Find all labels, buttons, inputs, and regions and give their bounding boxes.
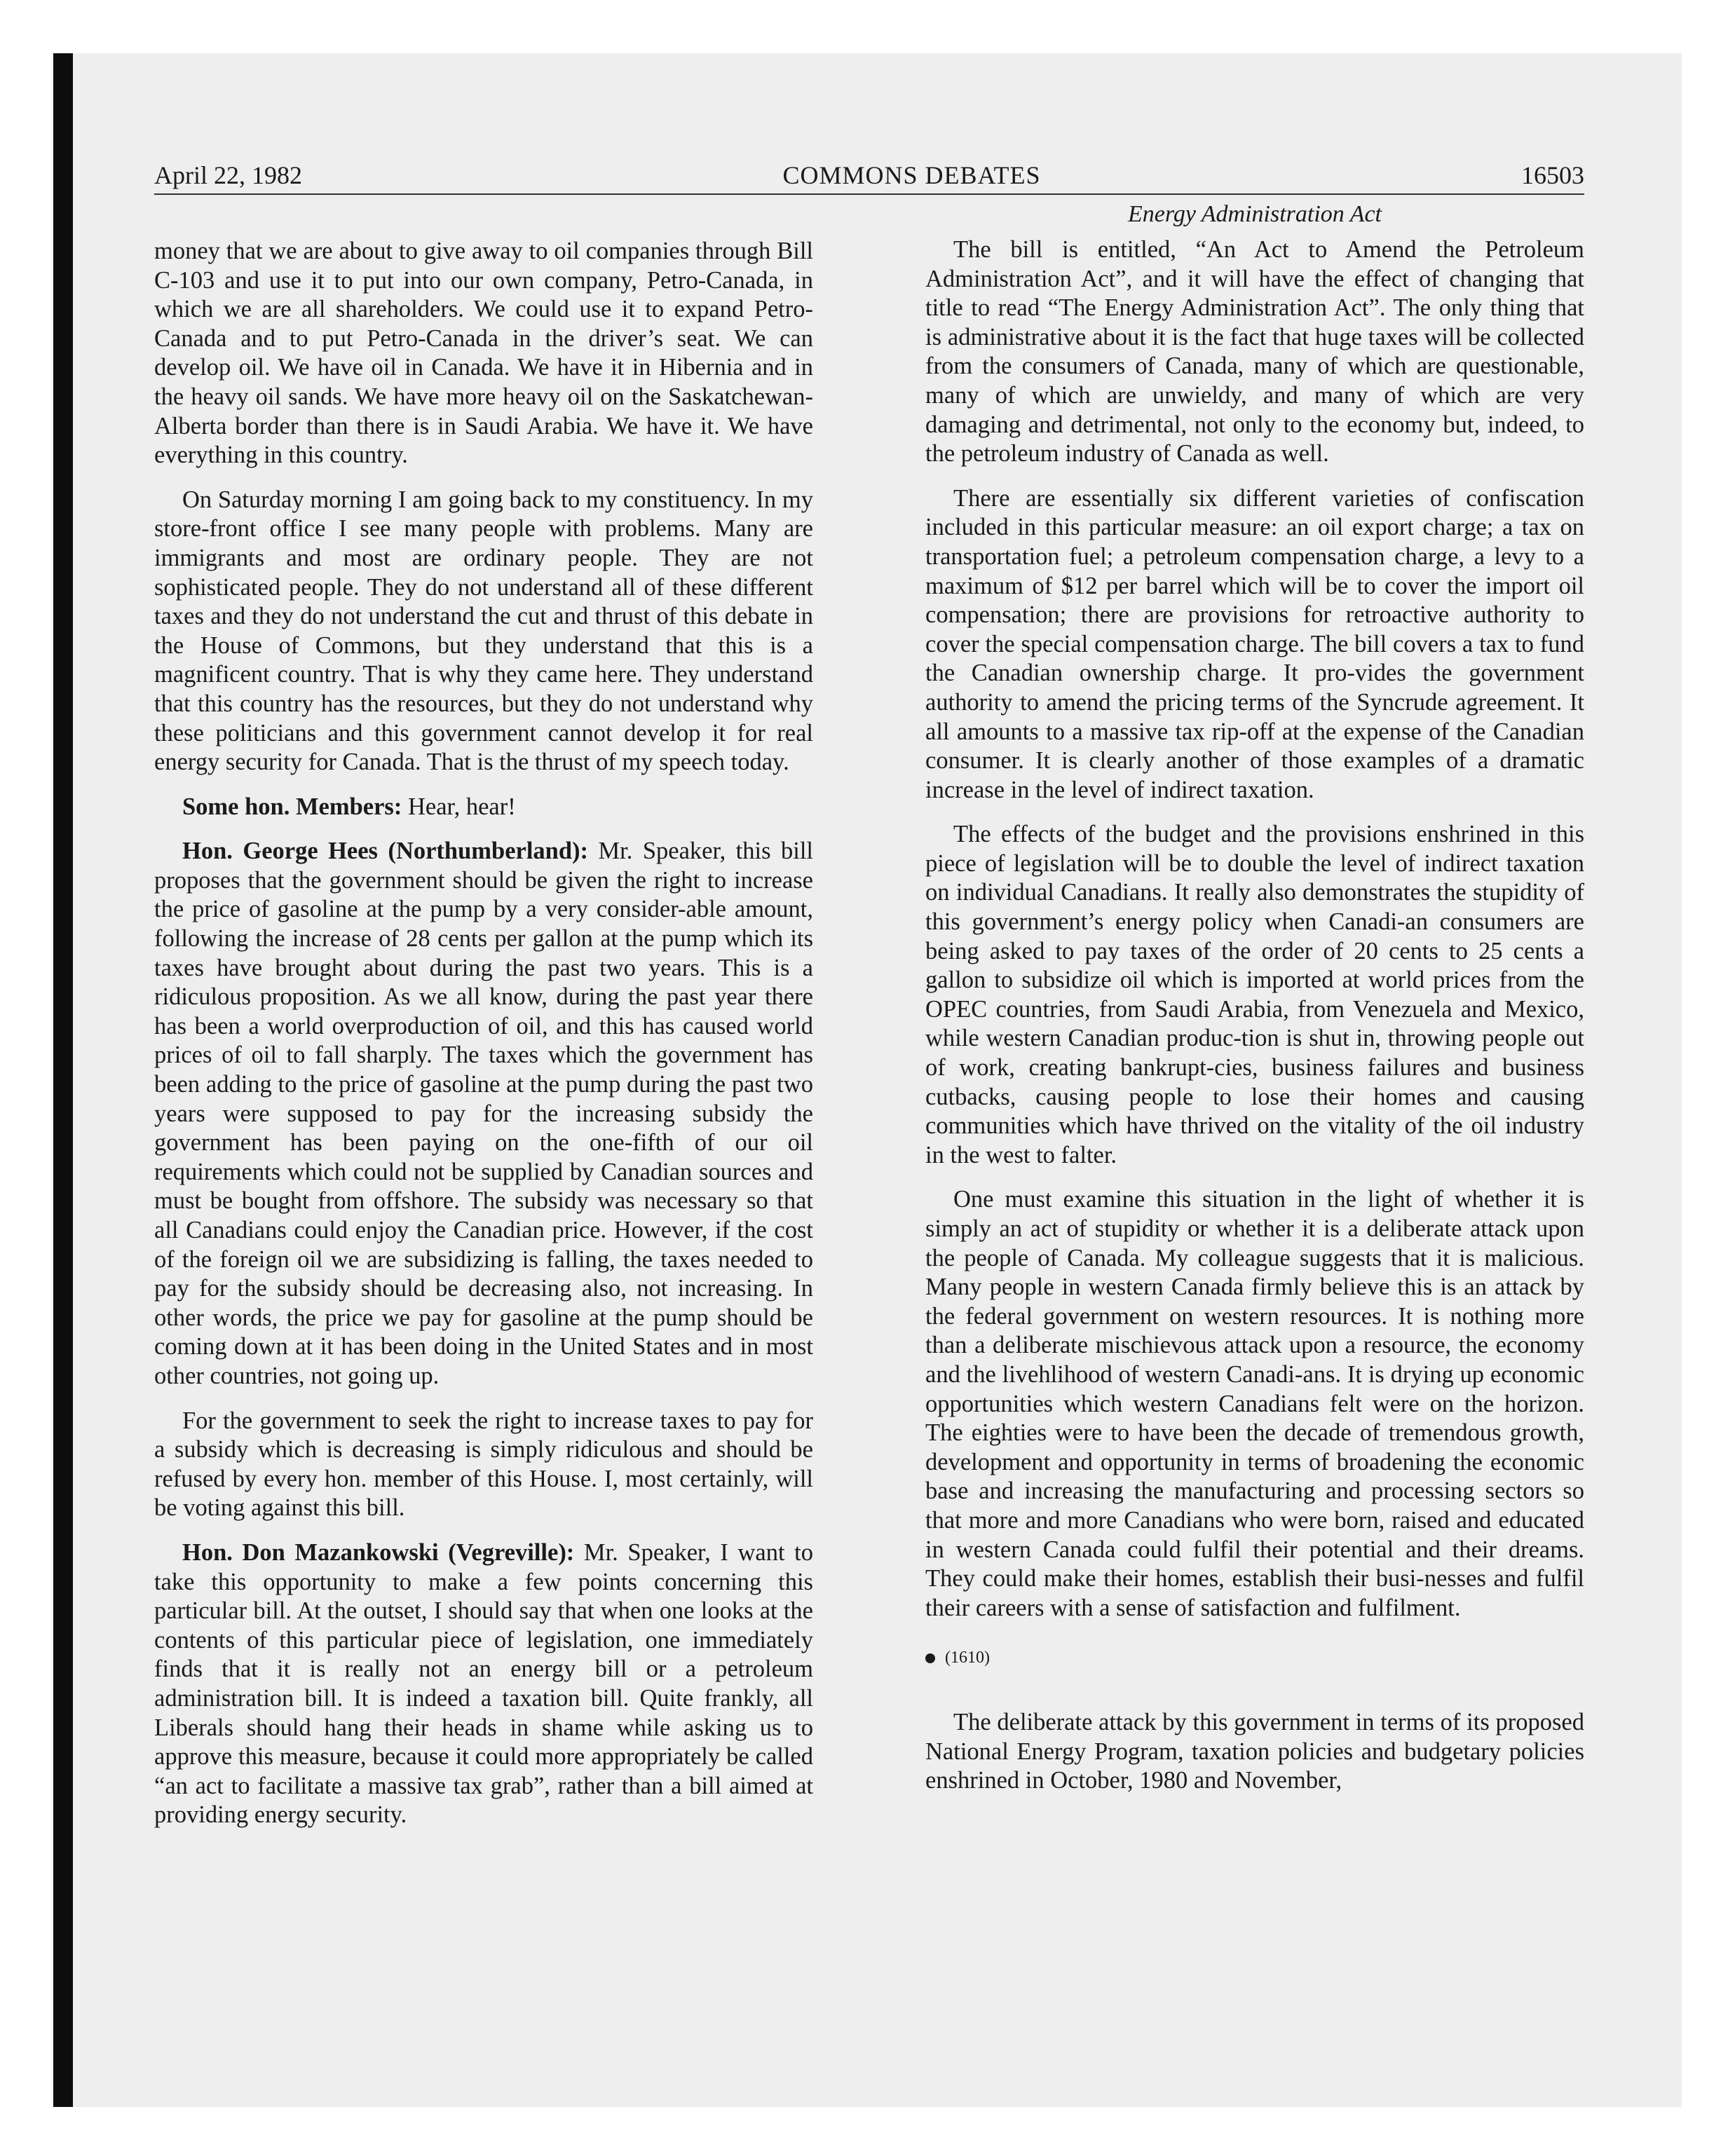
paragraph: The deliberate attack by this government in terms of its proposed National Energy Program, taxation policies and budgetary policies enshrined in October, 1980 and November, xyxy=(925,1708,1584,1794)
paragraph: The bill is entitled, “An Act to Amend the Petroleum Administration Act”, and it will have the effect of changing that title to read “The Energy Administration Act”. The only thing that is administrative about it is the fact that huge taxes will be collected from the consumers of Canada, many of which are questionable, many of which are unwieldy, and many of which are very damaging and detrimental, not only to the economy but, indeed, to the petroleum industry of Canada as well. xyxy=(925,236,1584,468)
speech-text: Mr. Speaker, this bill proposes that the government should be given the right to increase the price of gasoline at the pump by a very consider-able amount, following the increase of 28 cents per gallon at the pump which its taxes have brought about during the past two years. This is a ridiculous proposition. As we all know, during the past year there has been a world overproduction of oil, and this has caused world prices of oil to fall sharply. The taxes which the government has been adding to the price of gasoline at the pump during the past two years were supposed to pay for the increasing subsidy the government has been paying on the one-fifth of our oil requirements which could not be supplied by Canadian sources and must be bought from offshore. The subsidy was necessary so that all Canadians could enjoy the Canadian price. However, if the cost of the foreign oil we are subsidizing is falling, the taxes needed to pay for the subsidy should be decreasing also, not increasing. In other words, the price we pay for gasoline at the pump should be coming down at it has been doing in the United States and in most other countries, not going up. xyxy=(154,838,813,1389)
paragraph: One must examine this situation in the light of whether it is simply an act of stupidity or whether it is a deliberate attack upon the people of Canada. My colleague suggests that it is malicious. Many people in western Canada firmly believe this is an attack by the federal government on western resources. It is nothing more than a deliberate mischievous attack upon a resource, the economy and the livehlihood of western Canadi-ans. It is drying up economic opportunities which western Canadians felt were on the horizon. The eighties were to have been the decade of tremendous growth, development and opportunity in terms of broadening the economic base and increasing the manufacturing and processing sectors so that more and more Canadians who were born, raised and educated in western Canada could fulfil their potential and their dreams. They could make their homes, establish their busi-nesses and fulfil their careers with a sense of satisfaction and fulfilment. xyxy=(925,1186,1584,1621)
paragraph: money that we are about to give away to oil companies through Bill C-103 and use it to put into our own company, Petro-Canada, in which we are all shareholders. We could use it to expand Petro-Canada and to put Petro-Canada in the driver’s seat. We can develop oil. We have oil in Canada. We have it in Hibernia and in the heavy oil sands. We have more heavy oil on the Saskatchewan-Alberta border than there is in Saudi Arabia. We have it. We have everything in this country. xyxy=(154,238,813,469)
bullet-icon xyxy=(925,1653,935,1663)
right-column xyxy=(925,195,1584,1811)
paragraph: For the government to seek the right to increase taxes to pay for a subsidy which is decreasing is simply ridiculous and should be refused by every hon. member of this House. I, most certainly, will be voting against this bill. xyxy=(154,1407,813,1522)
binding-edge xyxy=(53,53,73,2107)
time-marker xyxy=(925,1644,1584,1673)
header-page-number: 16503 xyxy=(1521,161,1584,189)
speaker-paragraph xyxy=(154,793,813,822)
paragraph: There are essentially six different varieties of confiscation included in this particular measure: an oil export charge; a tax on transportation fuel; a petroleum compensation charge, a levy to a maximum of $12 per barrel which will be to cover the import oil compensation; there are provisions for retroactive authority to cover the special compensation charge. The bill covers a tax to fund the Canadian ownership charge. It pro-vides the government authority to amend the pricing terms of the Syncrude agreement. It all amounts to a massive tax rip-off at the expense of the Canadian consumer. It is clearly another of those examples of a dramatic increase in the level of indirect taxation. xyxy=(925,484,1584,803)
speech-text: Mr. Speaker, I want to take this opportunity to make a few points concerning this particular bill. At the outset, I should say that when one looks at the contents of this particular piece of legislation, one immediately finds that it is really not an energy bill or a petroleum administration bill. It is indeed a taxation bill. Quite frankly, all Liberals should hang their heads in shame while asking us to approve this measure, because it could more appropriately be called “an act to facilitate a massive tax grab”, rather than a bill aimed at providing energy security. xyxy=(154,1538,813,1829)
paragraph: The effects of the budget and the provisions enshrined in this piece of legislation will be to double the level of indirect taxation on individual Canadians. It really also demonstrates the stupidity of this government’s energy policy when Canadi-an consumers are being asked to pay taxes of the order of 20 cents to 25 cents a gallon to subsidize oil which is imported at world prices from the OPEC countries, from Saudi Arabia, from Venezuela and Mexico, while western Canadian produc-tion is shut in, throwing people out of work, creating bankrupt-cies, business failures and business cutbacks, causing people to lose their homes and causing communities which have thrived on the vitality of the oil industry in the west to falter. xyxy=(925,821,1584,1168)
running-head: Energy Administration Act xyxy=(1127,201,1382,227)
speaker-name: Some hon. Members: xyxy=(182,793,402,820)
left-column xyxy=(154,237,813,1845)
speaker-paragraph xyxy=(154,837,813,1391)
speaker-name: Hon. George Hees (Northumberland): xyxy=(182,838,589,865)
page-header xyxy=(154,160,1584,195)
header-title: COMMONS DEBATES xyxy=(782,161,1041,189)
page xyxy=(154,160,1584,1829)
speaker-paragraph xyxy=(154,1538,813,1830)
speaker-name: Hon. Don Mazankowski (Vegreville): xyxy=(182,1538,575,1566)
speech-text: Hear, hear! xyxy=(402,793,516,820)
header-date: April 22, 1982 xyxy=(154,161,302,189)
paragraph: On Saturday morning I am going back to my constituency. In my store-front office I see many people with problems. Many are immigrants and most are ordinary people. They are not sophisticated people. They do not understand all of these different taxes and they do not understand the cut and thrust of this debate in the House of Commons, but they understand that this is a magnificent country. That is why they came here. They understand that this country has the resources, but they do not understand why these politicians and this government cannot develop it for real energy security for Canada. That is the thrust of my speech today. xyxy=(154,486,813,776)
time-marker-text: (1610) xyxy=(945,1649,990,1667)
